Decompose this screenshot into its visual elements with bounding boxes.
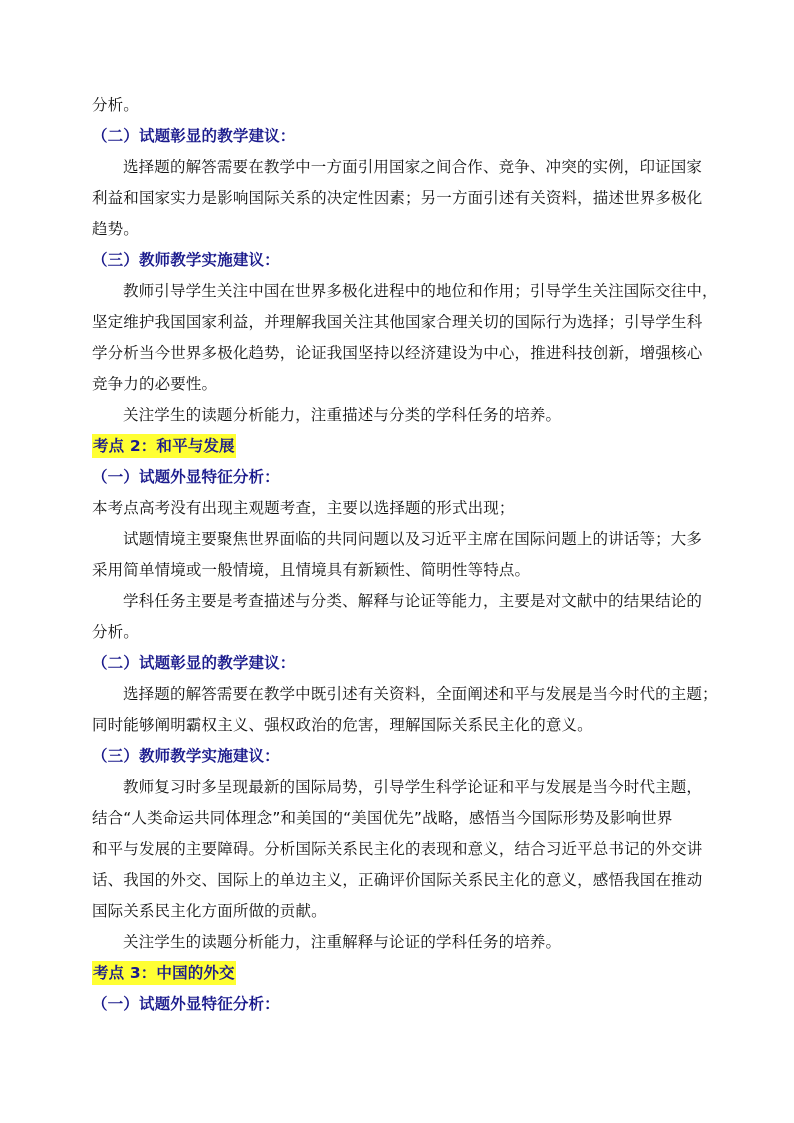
paragraph-line: 学科任务主要是考查描述与分类、解释与论证等能力，主要是对文献中的结果结论的 [123, 592, 703, 610]
topic-heading-row [92, 958, 728, 989]
section-subheading: （一）试题外显特征分析： [92, 995, 280, 1013]
paragraph-line: 采用简单情境或一般情境，且情境具有新颖性、简明性等特点。 [92, 561, 531, 579]
paragraph-line: 坚定维护我国国家利益，并理解我国关注其他国家合理关切的国际行为选择；引导学生科 [92, 313, 703, 331]
paragraph-line: 教师复习时多呈现最新的国际局势，引导学生科学论证和平与发展是当今时代主题， [123, 778, 703, 796]
paragraph-line: 同时能够阐明霸权主义、强权政治的危害，理解国际关系民主化的意义。 [92, 716, 593, 734]
paragraph-line: 本考点高考没有出现主观题考查，主要以选择题的形式出现； [92, 499, 515, 517]
paragraph-line: 和平与发展的主要障碍。分析国际关系民主化的表现和意义，结合习近平总书记的外交讲 [92, 840, 703, 858]
topic-heading: 考点 3：中国的外交 [92, 961, 236, 985]
paragraph-line: 关注学生的读题分析能力，注重描述与分类的学科任务的培养。 [123, 406, 562, 424]
section-subheading: （三）教师教学实施建议： [92, 747, 280, 765]
section-subheading: （二）试题彰显的教学建议： [92, 127, 296, 145]
paragraph-line: 国际关系民主化方面所做的贡献。 [92, 902, 327, 920]
section-subheading: （二）试题彰显的教学建议： [92, 654, 296, 672]
section-subheading: （一）试题外显特征分析： [92, 468, 280, 486]
paragraph-line: 选择题的解答需要在教学中一方面引用国家之间合作、竞争、冲突的实例，印证国家 [123, 158, 703, 176]
paragraph-line: 选择题的解答需要在教学中既引述有关资料，全面阐述和平与发展是当今时代的主题； [123, 685, 718, 703]
paragraph-line: 分析。 [92, 623, 139, 641]
topic-heading: 考点 2：和平与发展 [92, 434, 236, 458]
paragraph-line: 趋势。 [92, 220, 139, 238]
section-subheading: （三）教师教学实施建议： [92, 251, 280, 269]
topic-heading-row [92, 431, 728, 462]
paragraph-line: 教师引导学生关注中国在世界多极化进程中的地位和作用；引导学生关注国际交往中， [123, 282, 718, 300]
paragraph-line: 分析。 [92, 96, 139, 114]
paragraph-line: 利益和国家实力是影响国际关系的决定性因素；另一方面引述有关资料，描述世界多极化 [92, 189, 703, 207]
paragraph-line: 话、我国的外交、国际上的单边主义，正确评价国际关系民主化的意义，感悟我国在推动 [92, 871, 703, 889]
paragraph-line: 结合“人类命运共同体理念”和美国的“美国优先”战略，感悟当今国际形势及影响世界 [92, 809, 673, 827]
document-body [92, 90, 728, 1020]
paragraph-line: 竞争力的必要性。 [92, 375, 218, 393]
paragraph-line: 试题情境主要聚焦世界面临的共同问题以及习近平主席在国际问题上的讲话等；大多 [123, 530, 703, 548]
paragraph-line: 学分析当今世界多极化趋势，论证我国坚持以经济建设为中心，推进科技创新，增强核心 [92, 344, 703, 362]
paragraph-line: 关注学生的读题分析能力，注重解释与论证的学科任务的培养。 [123, 933, 562, 951]
